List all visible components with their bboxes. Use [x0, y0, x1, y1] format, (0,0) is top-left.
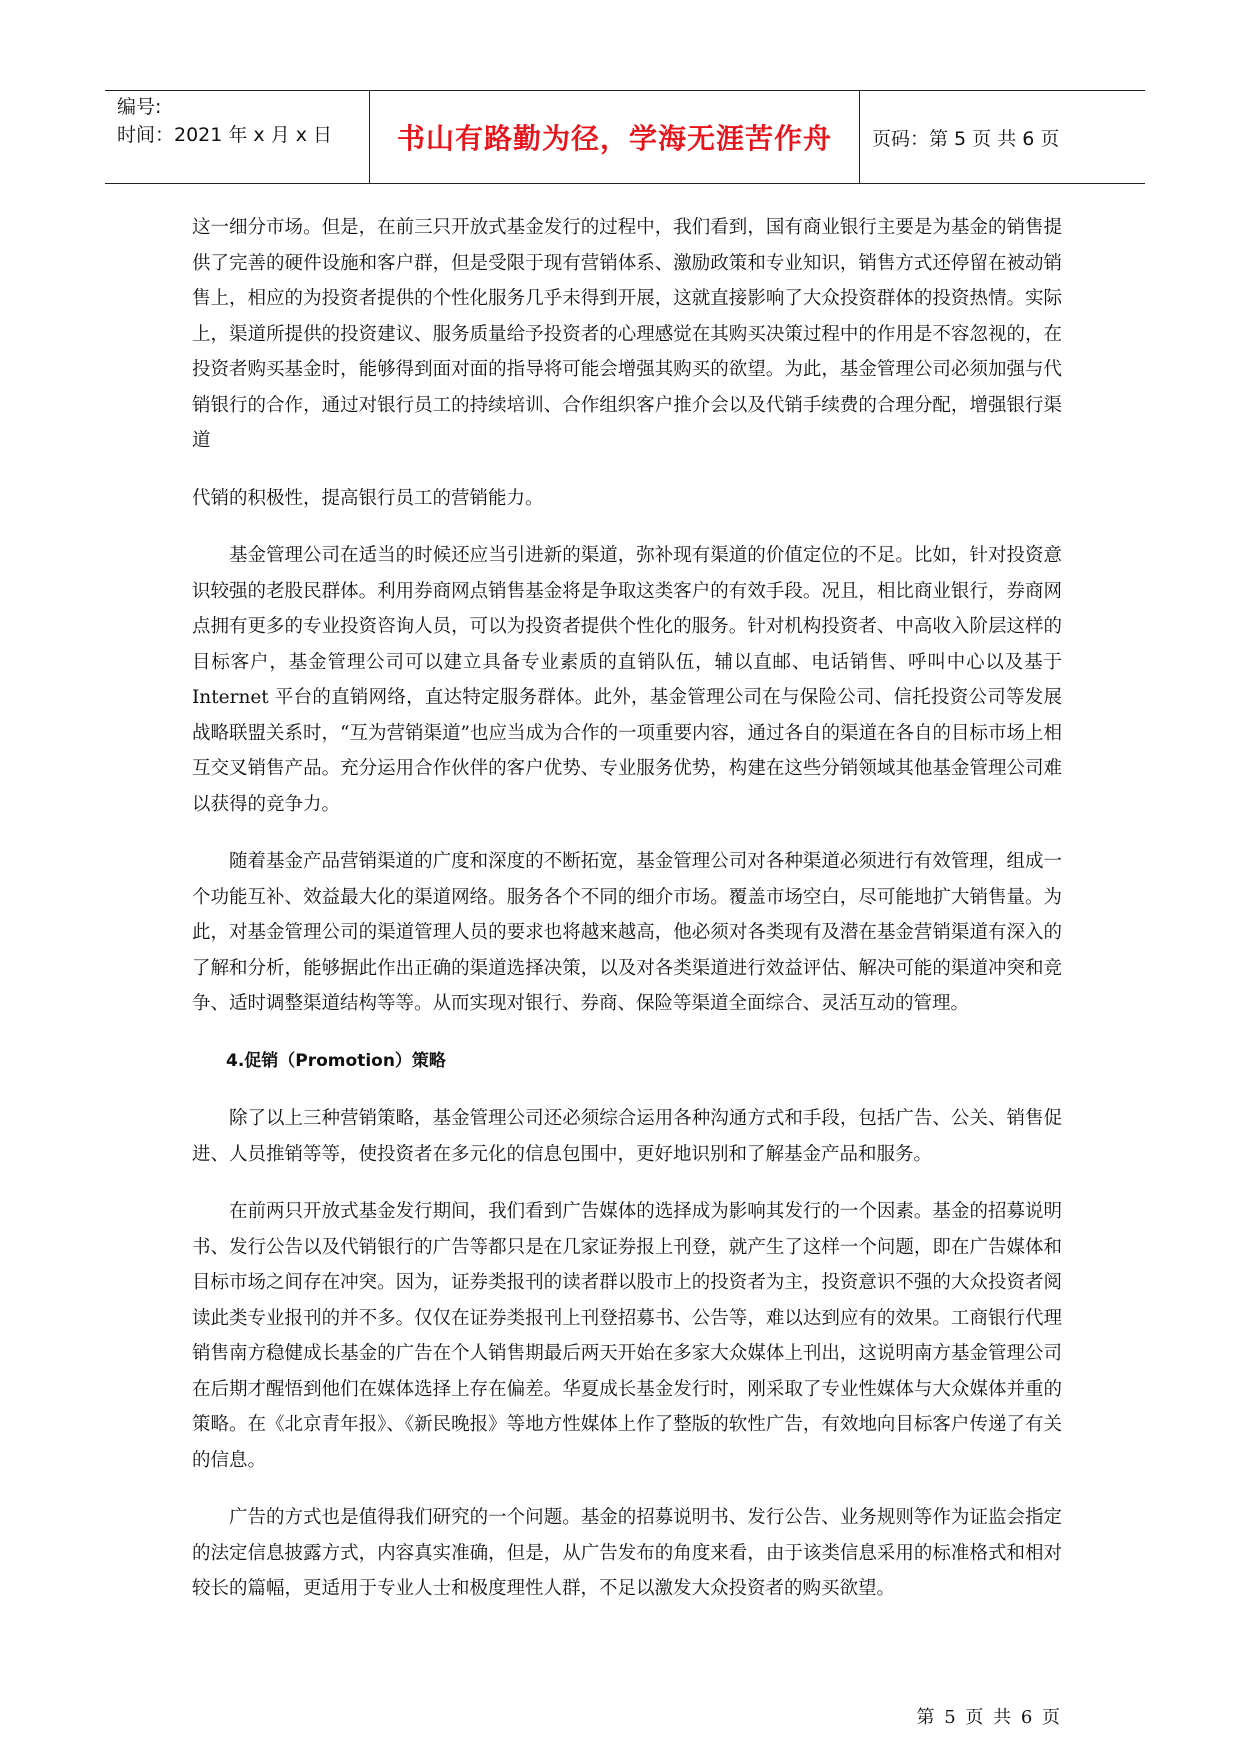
header-motto: 书山有路勤为径，学海无涯苦作舟 [370, 91, 860, 183]
paragraph: 广告的方式也是值得我们研究的一个问题。基金的招募说明书、发行公告、业务规则等作为证监会指定的法定信息披露方式，内容真实准确，但是，从广告发布的角度来看，由于该类信息采用的标准格式和相对较长的篇幅，更适用于专业人士和极度理性人群，不足以激发大众投资者的购买欲望。 [192, 1507, 1062, 1599]
document-time-label: 时间：2021 年 x 月 x 日 [117, 124, 333, 146]
header-page-label: 页码：第 5 页 共 6 页 [872, 127, 1060, 150]
paragraph: 代销的积极性，提高银行员工的营销能力。 [192, 487, 544, 509]
document-number-label: 编号: [117, 96, 162, 118]
page-header [105, 90, 1145, 184]
header-meta [105, 91, 370, 183]
paragraph: 这一细分市场。但是，在前三只开放式基金发行的过程中，我们看到，国有商业银行主要是为基金的销售提供了完善的硬件设施和客户群，但是受限于现有营销体系、激励政策和专业知识，销售方式还停留在被动销售上，相应的为投资者提供的个性化服务几乎未得到开展，这就直接影响了大众投资群体的投资热情。实际上，渠道所提供的投资建议、服务质量给予投资者的心理感觉在其购买决策过程中的作用是不容忽视的，在投资者购买基金时，能够得到面对面的指导将可能会增强其购买的欲望。为此，基金管理公司必须加强与代销银行的合作，通过对银行员工的持续培训、合作组织客户推介会以及代销手续费的合理分配，增强银行渠道 [192, 217, 1062, 451]
paragraph: 基金管理公司在适当的时候还应当引进新的渠道，弥补现有渠道的价值定位的不足。比如，针对投资意识较强的老股民群体。利用券商网点销售基金将是争取这类客户的有效手段。况且，相比商业银行，券商网点拥有更多的专业投资咨询人员，可以为投资者提供个性化的服务。针对机构投资者、中高收入阶层这样的目标客户，基金管理公司可以建立具备专业素质的直销队伍，辅以直邮、电话销售、呼叫中心以及基于 Internet 平台的直销网络，直达特定服务群体。此外，基金管理公司在与保险公司、信托投资公司等发展战略联盟关系时，“互为营销渠道”也应当成为合作的一项重要内容，通过各自的渠道在各自的目标市场上相互交叉销售产品。充分运用合作伙伴的客户优势、专业服务优势，构建在这些分销领域其他基金管理公司难以获得的竞争力。 [192, 545, 1062, 815]
section-heading: 4.促销（Promotion）策略 [226, 1050, 446, 1071]
page-footer: 第 5 页 共 6 页 [916, 1707, 1060, 1728]
paragraph: 随着基金产品营销渠道的广度和深度的不断拓宽，基金管理公司对各种渠道必须进行有效管理，组成一个功能互补、效益最大化的渠道网络。服务各个不同的细介市场。覆盖市场空白，尽可能地扩大销售量。为此，对基金管理公司的渠道管理人员的要求也将越来越高，他必须对各类现有及潜在基金营销渠道有深入的了解和分析，能够据此作出正确的渠道选择决策，以及对各类渠道进行效益评估、解决可能的渠道冲突和竞争、适时调整渠道结构等等。从而实现对银行、券商、保险等渠道全面综合、灵活互动的管理。 [192, 851, 1062, 1014]
document-body [192, 210, 1062, 1607]
paragraph: 除了以上三种营销策略，基金管理公司还必须综合运用各种沟通方式和手段，包括广告、公关、销售促进、人员推销等等，使投资者在多元化的信息包围中，更好地识别和了解基金产品和服务。 [192, 1108, 1062, 1165]
paragraph: 在前两只开放式基金发行期间，我们看到广告媒体的选择成为影响其发行的一个因素。基金的招募说明书、发行公告以及代销银行的广告等都只是在几家证券报上刊登，就产生了这样一个问题，即在广告媒体和目标市场之间存在冲突。因为，证券类报刊的读者群以股市上的投资者为主，投资意识不强的大众投资者阅读此类专业报刊的并不多。仅仅在证券类报刊上刊登招募书、公告等，难以达到应有的效果。工商银行代理销售南方稳健成长基金的广告在个人销售期最后两天开始在多家大众媒体上刊出，这说明南方基金管理公司在后期才醒悟到他们在媒体选择上存在偏差。华夏成长基金发行时，刚采取了专业性媒体与大众媒体并重的策略。在《北京青年报》、《新民晚报》等地方性媒体上作了整版的软性广告，有效地向目标客户传递了有关的信息。 [192, 1201, 1062, 1471]
